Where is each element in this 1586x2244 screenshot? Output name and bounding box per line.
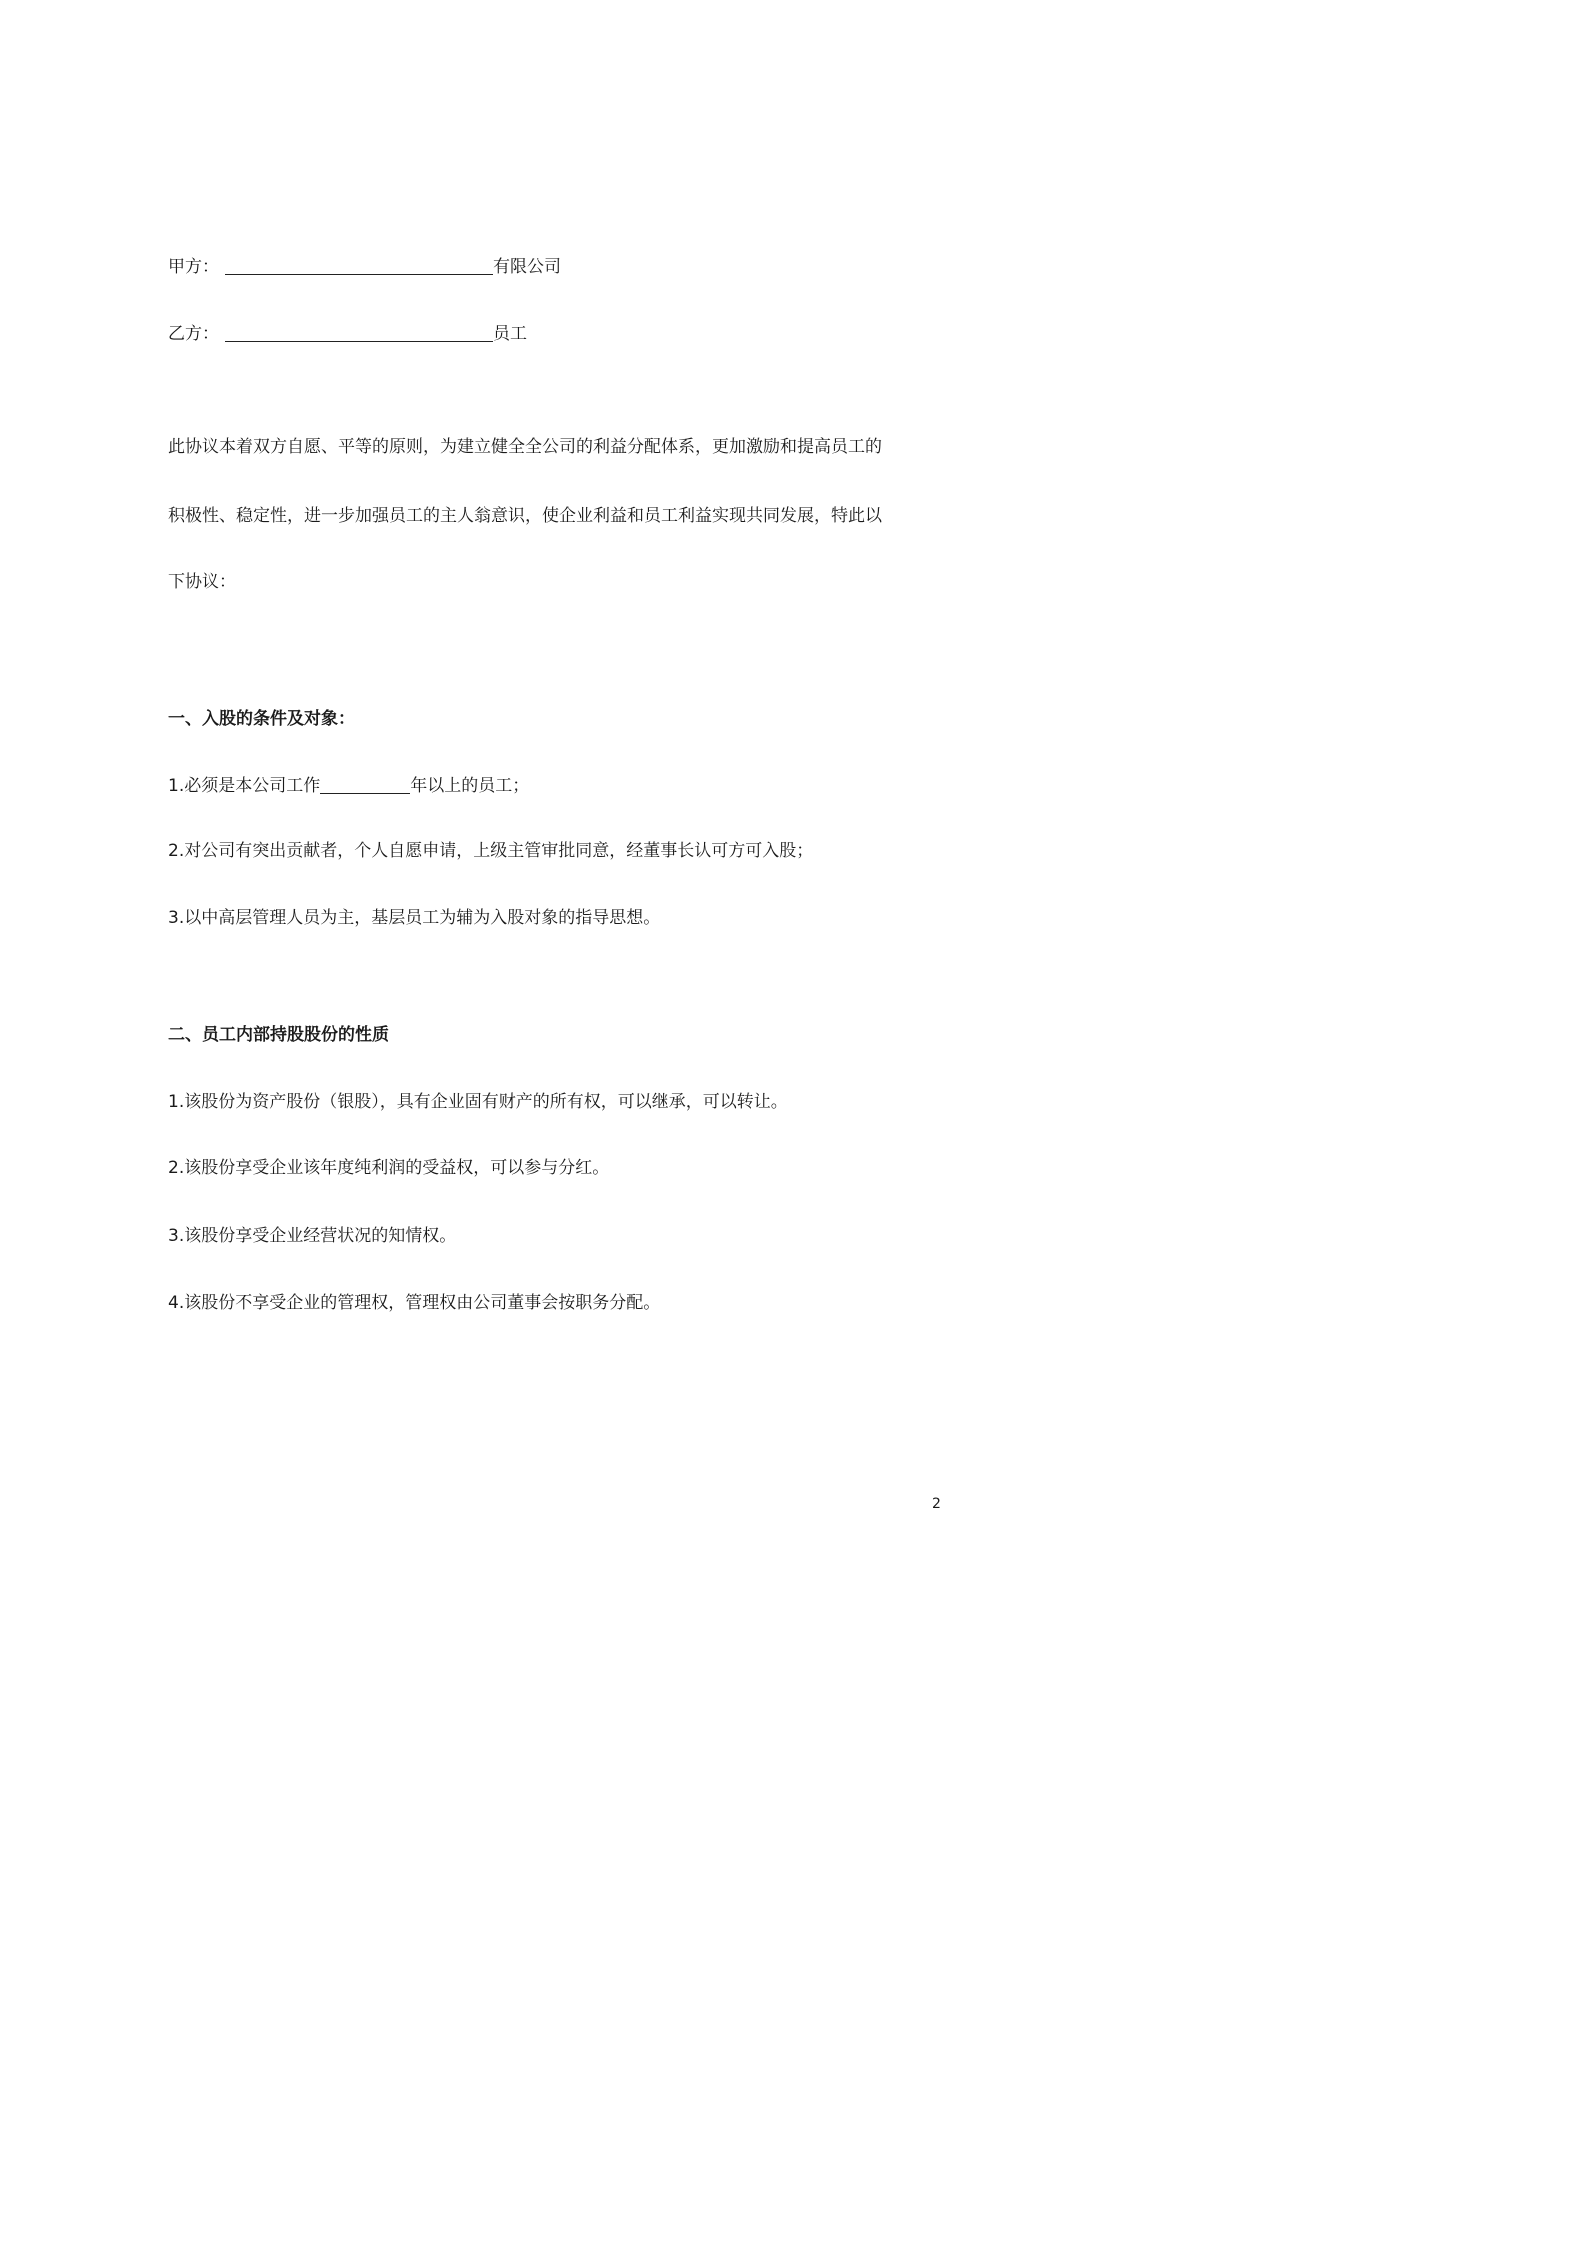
party-a-line [168,259,561,276]
party-b-label: 乙方： [168,324,219,344]
party-a-blank [225,273,493,275]
section-1-item-3: 3.以中高层管理人员为主，基层员工为辅为入股对象的指导思想。 [168,908,661,928]
section-1-item-1-tail: 年以上的员工； [410,776,530,796]
party-a-label: 甲方： [168,257,219,277]
preamble-line-2: 积极性、稳定性，进一步加强员工的主人翁意识，使企业利益和员工利益实现共同发展，特此以 [168,506,882,526]
section-2-item-2: 2.该股份享受企业该年度纯利润的受益权，可以参与分红。 [168,1158,610,1178]
party-a-suffix: 有限公司 [493,257,561,277]
section-2-item-4: 4.该股份不享受企业的管理权，管理权由公司董事会按职务分配。 [168,1293,661,1313]
party-b-line [168,326,527,343]
section-1-item-1 [168,778,529,795]
section-1-item-2: 2.对公司有突出贡献者，个人自愿申请，上级主管审批同意，经董事长认可方可入股； [168,841,814,861]
section-2-heading: 二、员工内部持股股份的性质 [168,1025,389,1045]
page-number: 2 [932,1496,941,1512]
section-2-item-3: 3.该股份享受企业经营状况的知情权。 [168,1226,457,1246]
party-b-blank [225,340,493,342]
section-1-heading: 一、入股的条件及对象： [168,709,355,729]
party-b-suffix: 员工 [493,324,527,344]
section-2-item-1: 1.该股份为资产股份（银股），具有企业固有财产的所有权，可以继承，可以转让。 [168,1092,788,1112]
preamble-line-1: 此协议本着双方自愿、平等的原则，为建立健全全公司的利益分配体系，更加激励和提高员工的 [168,437,882,457]
years-blank [320,792,410,794]
preamble-line-3: 下协议： [168,572,236,592]
section-1-item-1-text: 1.必须是本公司工作 [168,776,321,796]
